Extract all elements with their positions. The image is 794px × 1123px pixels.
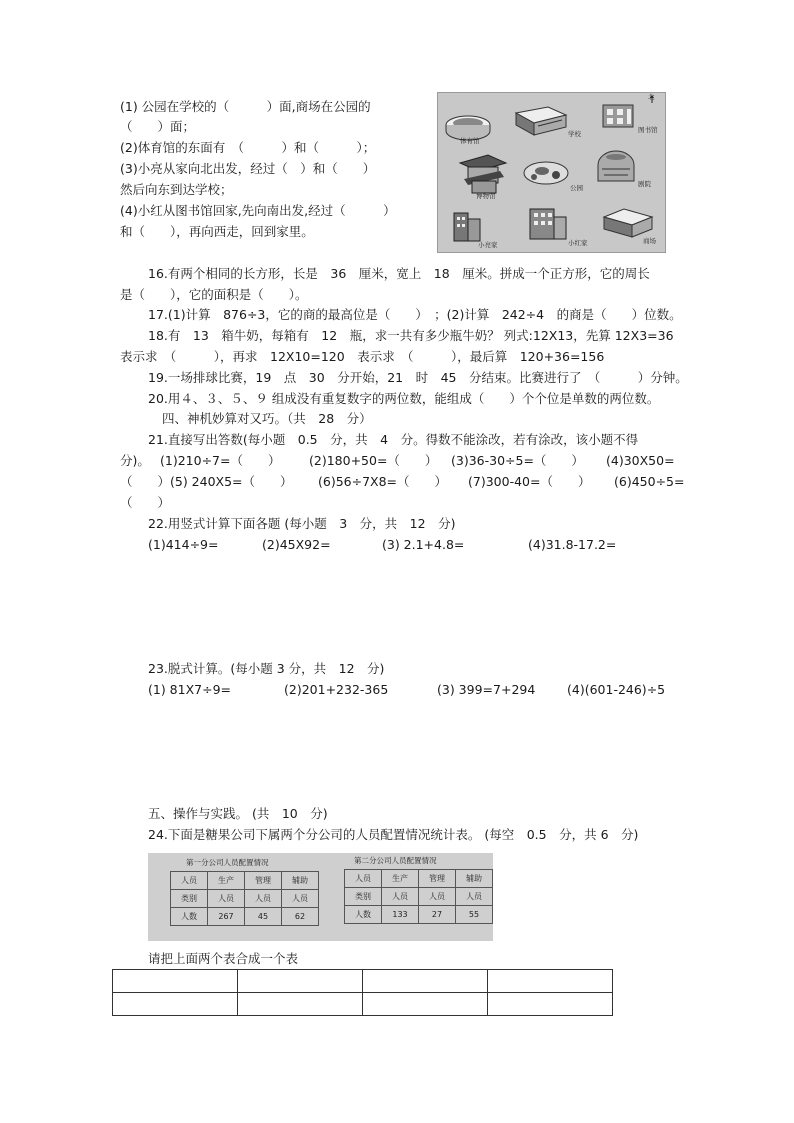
answer-cell[interactable]	[113, 970, 238, 993]
q23-item-1: (1) 81X7÷9=	[148, 682, 232, 697]
q21-item-5: （ ）(5) 240X5=（ ）	[120, 474, 293, 489]
table-2-head-bottom: 人员	[382, 888, 419, 906]
table-1-head-bottom: 人员	[245, 890, 282, 908]
table-1-head-bottom: 类别	[171, 890, 208, 908]
q23-item-2: (2)201+232-365	[284, 682, 389, 697]
answer-cell[interactable]	[238, 993, 363, 1016]
table-2-head-top: 人员	[345, 870, 382, 888]
table-2-head-bottom: 类别	[345, 888, 382, 906]
q24-title: 24.下面是糖果公司下属两个分公司的人员配置情况统计表。 (每空 0.5 分，共 6 分)	[148, 827, 639, 842]
q20: 20.用４、３、５、９ 组成没有重复数字的两位数，能组成（ ）个个位是单数的两位数。	[148, 391, 660, 406]
q15-line-5: 然后向东到达学校；	[120, 182, 233, 197]
park-drawing	[524, 162, 568, 184]
table-1	[170, 871, 319, 926]
answer-cell[interactable]	[488, 993, 613, 1016]
q16-line-1: 16.有两个相同的长方形，长是 36 厘米，宽上 18 厘米。拼成一个正方形，它的周长	[148, 266, 650, 281]
map-label-park: 公园	[570, 184, 583, 192]
q21-item-1: (1)210÷7=（ ）	[160, 453, 281, 468]
section-5-heading: 五、操作与实践。 (共 10 分)	[148, 806, 328, 821]
map-label-library: 图书馆	[638, 126, 658, 134]
q21-line-1: 21.直接写出答数(每小题 0.5 分，共 4 分。得数不能涂改，若有涂改，该小题不得	[148, 432, 639, 447]
q15-line-7: 和（ ），再向西走，回到家里。	[120, 224, 314, 239]
answer-cell[interactable]	[113, 993, 238, 1016]
q22-item-4: (4)31.8-17.2=	[528, 537, 617, 552]
table-2-head-bottom: 人员	[419, 888, 456, 906]
table-2-head-top: 管理	[419, 870, 456, 888]
xiaoliang-home-drawing	[454, 213, 480, 241]
map-label-stadium: 体育馆	[460, 137, 480, 145]
table-1-cell: 267	[208, 908, 245, 926]
answer-cell[interactable]	[363, 970, 488, 993]
table-2-cell: 133	[382, 906, 419, 924]
q15-line-6: (4)小红从图书馆回家,先向南出发,经过（ ）	[120, 203, 396, 218]
q21-item-2: (2)180+50=（ ）	[309, 453, 438, 468]
museum-drawing	[460, 155, 506, 193]
q22-item-2: (2)45X92=	[262, 537, 331, 552]
q15-line-1: (1) 公园在学校的（ ）面,商场在公园的	[120, 99, 371, 114]
mall-drawing	[604, 209, 652, 237]
school-drawing	[516, 107, 566, 135]
q15-line-2: （ ）面；	[120, 119, 196, 134]
map-label-school: 学校	[568, 130, 581, 138]
q21-item-4: (4)30X50=	[606, 453, 675, 468]
q18-line-1: 18.有 13 箱牛奶，每箱有 12 瓶，求一共有多少瓶牛奶？ 列式:12X13，先算 12X3=36	[148, 328, 674, 343]
table-1-cell: 45	[245, 908, 282, 926]
q23-item-3: (3) 399=7+294	[437, 682, 536, 697]
map-label-xiaohong-home: 小红家	[568, 239, 588, 247]
table-1-head-bottom: 人员	[208, 890, 245, 908]
q21-item-8: (6)450÷5=	[614, 474, 685, 489]
table-1-head-top: 辅助	[282, 872, 319, 890]
direction-map-image	[437, 92, 666, 253]
table-2	[344, 869, 493, 924]
table-1-head-top: 人员	[171, 872, 208, 890]
table-2-title: 第二分公司人员配置情况	[354, 856, 437, 865]
table-1-title: 第一分公司人员配置情况	[186, 858, 269, 867]
q19: 19.一场排球比赛，19 点 30 分开始，21 时 45 分结束。比赛进行了 （ ）分钟。	[148, 370, 688, 385]
answer-cell[interactable]	[488, 970, 613, 993]
q21-item-3: (3)36-30÷5=（ ）	[451, 453, 584, 468]
answer-cell[interactable]	[363, 993, 488, 1016]
map-north-label: 北	[648, 93, 655, 101]
q15-line-4: (3)小亮从家向北出发，经过（ ）和（ ）	[120, 161, 376, 176]
staffing-tables-photo	[148, 853, 493, 941]
xiaohong-home-drawing	[530, 209, 566, 239]
table-2-row-label: 人数	[345, 906, 382, 924]
table-1-head-top: 管理	[245, 872, 282, 890]
q15-line-3: (2)体育馆的东面有 （ ）和（ ）；	[120, 140, 376, 155]
q21-item-7: (7)300-40=（ ）	[468, 474, 591, 489]
table-1-cell: 62	[282, 908, 319, 926]
q22-title: 22.用竖式计算下面各题 (每小题 3 分，共 12 分)	[148, 516, 456, 531]
table-2-head-bottom: 人员	[456, 888, 493, 906]
q21-line-2: 分)。	[120, 453, 150, 468]
q17: 17.(1)计算 876÷3，它的商的最高位是（ ） ；(2)计算 242÷4 的商是（ ）位数。	[148, 307, 682, 322]
library-drawing	[603, 105, 633, 127]
map-drawings	[438, 93, 666, 253]
map-label-museum: 博物馆	[476, 192, 496, 200]
map-label-theater: 剧院	[638, 180, 651, 188]
merge-instruction: 请把上面两个表合成一个表	[148, 951, 299, 966]
q16-line-2: 是（ ），它的面积是（ ）。	[120, 287, 308, 302]
table-2-cell: 27	[419, 906, 456, 924]
map-label-mall: 商场	[643, 237, 656, 245]
answer-cell[interactable]	[238, 970, 363, 993]
q23-item-4: (4)(601-246)÷5	[567, 682, 666, 697]
table-2-head-top: 辅助	[456, 870, 493, 888]
q22-item-3: (3) 2.1+4.8=	[382, 537, 465, 552]
q22-item-1: (1)414÷9=	[148, 537, 219, 552]
table-1-row-label: 人数	[171, 908, 208, 926]
table-1-head-bottom: 人员	[282, 890, 319, 908]
q21-item-8-blank: （ ）	[120, 495, 171, 510]
table-2-cell: 55	[456, 906, 493, 924]
q23-title: 23.脱式计算。(每小题 3 分，共 12 分)	[148, 661, 385, 676]
map-label-xiaoliang-home: 小亮家	[478, 241, 498, 249]
section-4-heading: 四、神机妙算对又巧。（共 28 分）	[162, 411, 372, 426]
merge-answer-table	[112, 969, 613, 1016]
q18-line-2: 表示求 （ ），再求 12X10=120 表示求 （ ），最后算 120+36=156	[120, 349, 605, 364]
theater-drawing	[598, 151, 634, 181]
q21-item-6: (6)56÷7X8=（ ）	[318, 474, 448, 489]
table-1-head-top: 生产	[208, 872, 245, 890]
table-2-head-top: 生产	[382, 870, 419, 888]
